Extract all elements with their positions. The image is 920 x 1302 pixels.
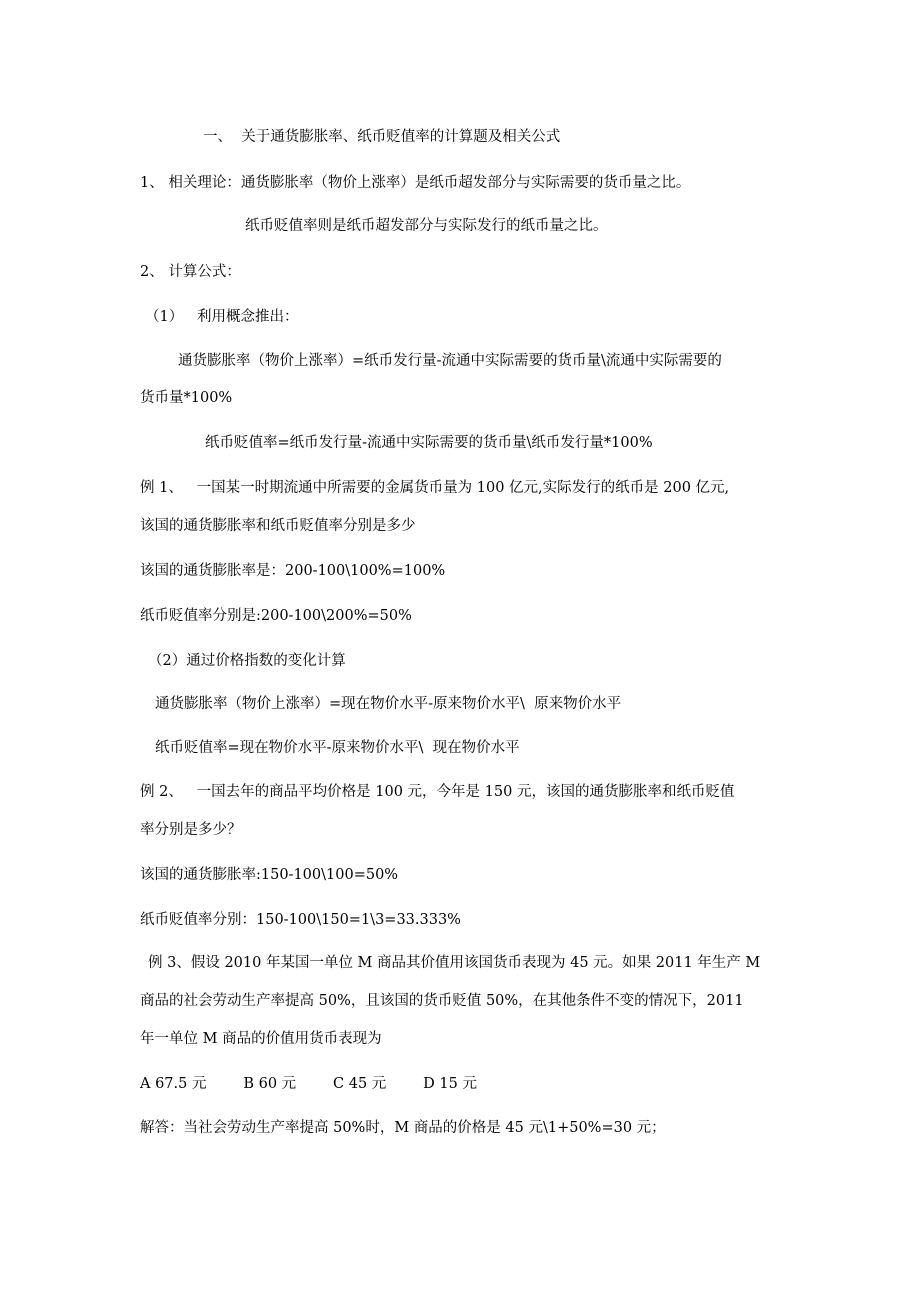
- method1-inflation-formula-cont: 货币量*100%: [140, 390, 233, 406]
- method2-inflation-formula: 通货膨胀率（物价上涨率）=现在物价水平-原来物价水平\ 原来物价水平: [155, 696, 622, 712]
- example3-solution: 解答：当社会劳动生产率提高 50%时，M 商品的价格是 45 元\1+50%=30 元；: [140, 1120, 666, 1136]
- example3-question-cont: 商品的社会劳动生产率提高 50%，且该国的货币贬值 50%，在其他条件不变的情况下，2011: [140, 993, 744, 1009]
- example2-question: 例 2、 一国去年的商品平均价格是 100 元，今年是 150 元，该国的通货膨胀率和纸币贬值: [140, 784, 735, 800]
- example1-answer-inflation: 该国的通货膨胀率是：200-100\100%=100%: [140, 563, 446, 579]
- example1-question: 例 1、 一国某一时期流通中所需要的金属货币量为 100 亿元,实际发行的纸币是 200 亿元,: [140, 480, 730, 496]
- formula-label: 2、 计算公式：: [140, 264, 241, 280]
- method2-depreciation-formula: 纸币贬值率=现在物价水平-原来物价水平\ 现在物价水平: [155, 740, 520, 756]
- heading: 一、 关于通货膨胀率、纸币贬值率的计算题及相关公式: [203, 129, 561, 145]
- example2-question-cont: 率分别是多少？: [140, 822, 242, 838]
- theory-line-2: 纸币贬值率则是纸币超发部分与实际发行的纸币量之比。: [245, 218, 608, 234]
- method1-label: （1） 利用概念推出：: [145, 309, 299, 325]
- example3-question-cont-2: 年一单位 M 商品的价值用货币表现为: [140, 1031, 382, 1047]
- example2-answer-depreciation: 纸币贬值率分别：150-100\150=1\3=33.333%: [140, 912, 461, 928]
- example1-question-cont: 该国的通货膨胀率和纸币贬值率分别是多少: [140, 518, 416, 534]
- example1-answer-depreciation: 纸币贬值率分别是:200-100\200%=50%: [140, 608, 412, 624]
- theory-label: 1、 相关理论：通货膨胀率（物价上涨率）是纸币超发部分与实际需要的货币量之比。: [140, 175, 691, 191]
- method2-label: （2）通过价格指数的变化计算: [148, 653, 346, 669]
- method1-depreciation-formula: 纸币贬值率=纸币发行量-流通中实际需要的货币量\纸币发行量*100%: [205, 435, 653, 451]
- example2-answer-inflation: 该国的通货膨胀率:150-100\100=50%: [140, 867, 399, 883]
- method1-inflation-formula: 通货膨胀率（物价上涨率）=纸币发行量-流通中实际需要的货币量\流通中实际需要的: [178, 353, 722, 369]
- example3-question: 例 3、假设 2010 年某国一单位 M 商品其价值用该国货币表现为 45 元。如果 2011 年生产 M: [148, 955, 761, 971]
- example3-options: A 67.5 元 B 60 元 C 45 元 D 15 元: [140, 1076, 477, 1092]
